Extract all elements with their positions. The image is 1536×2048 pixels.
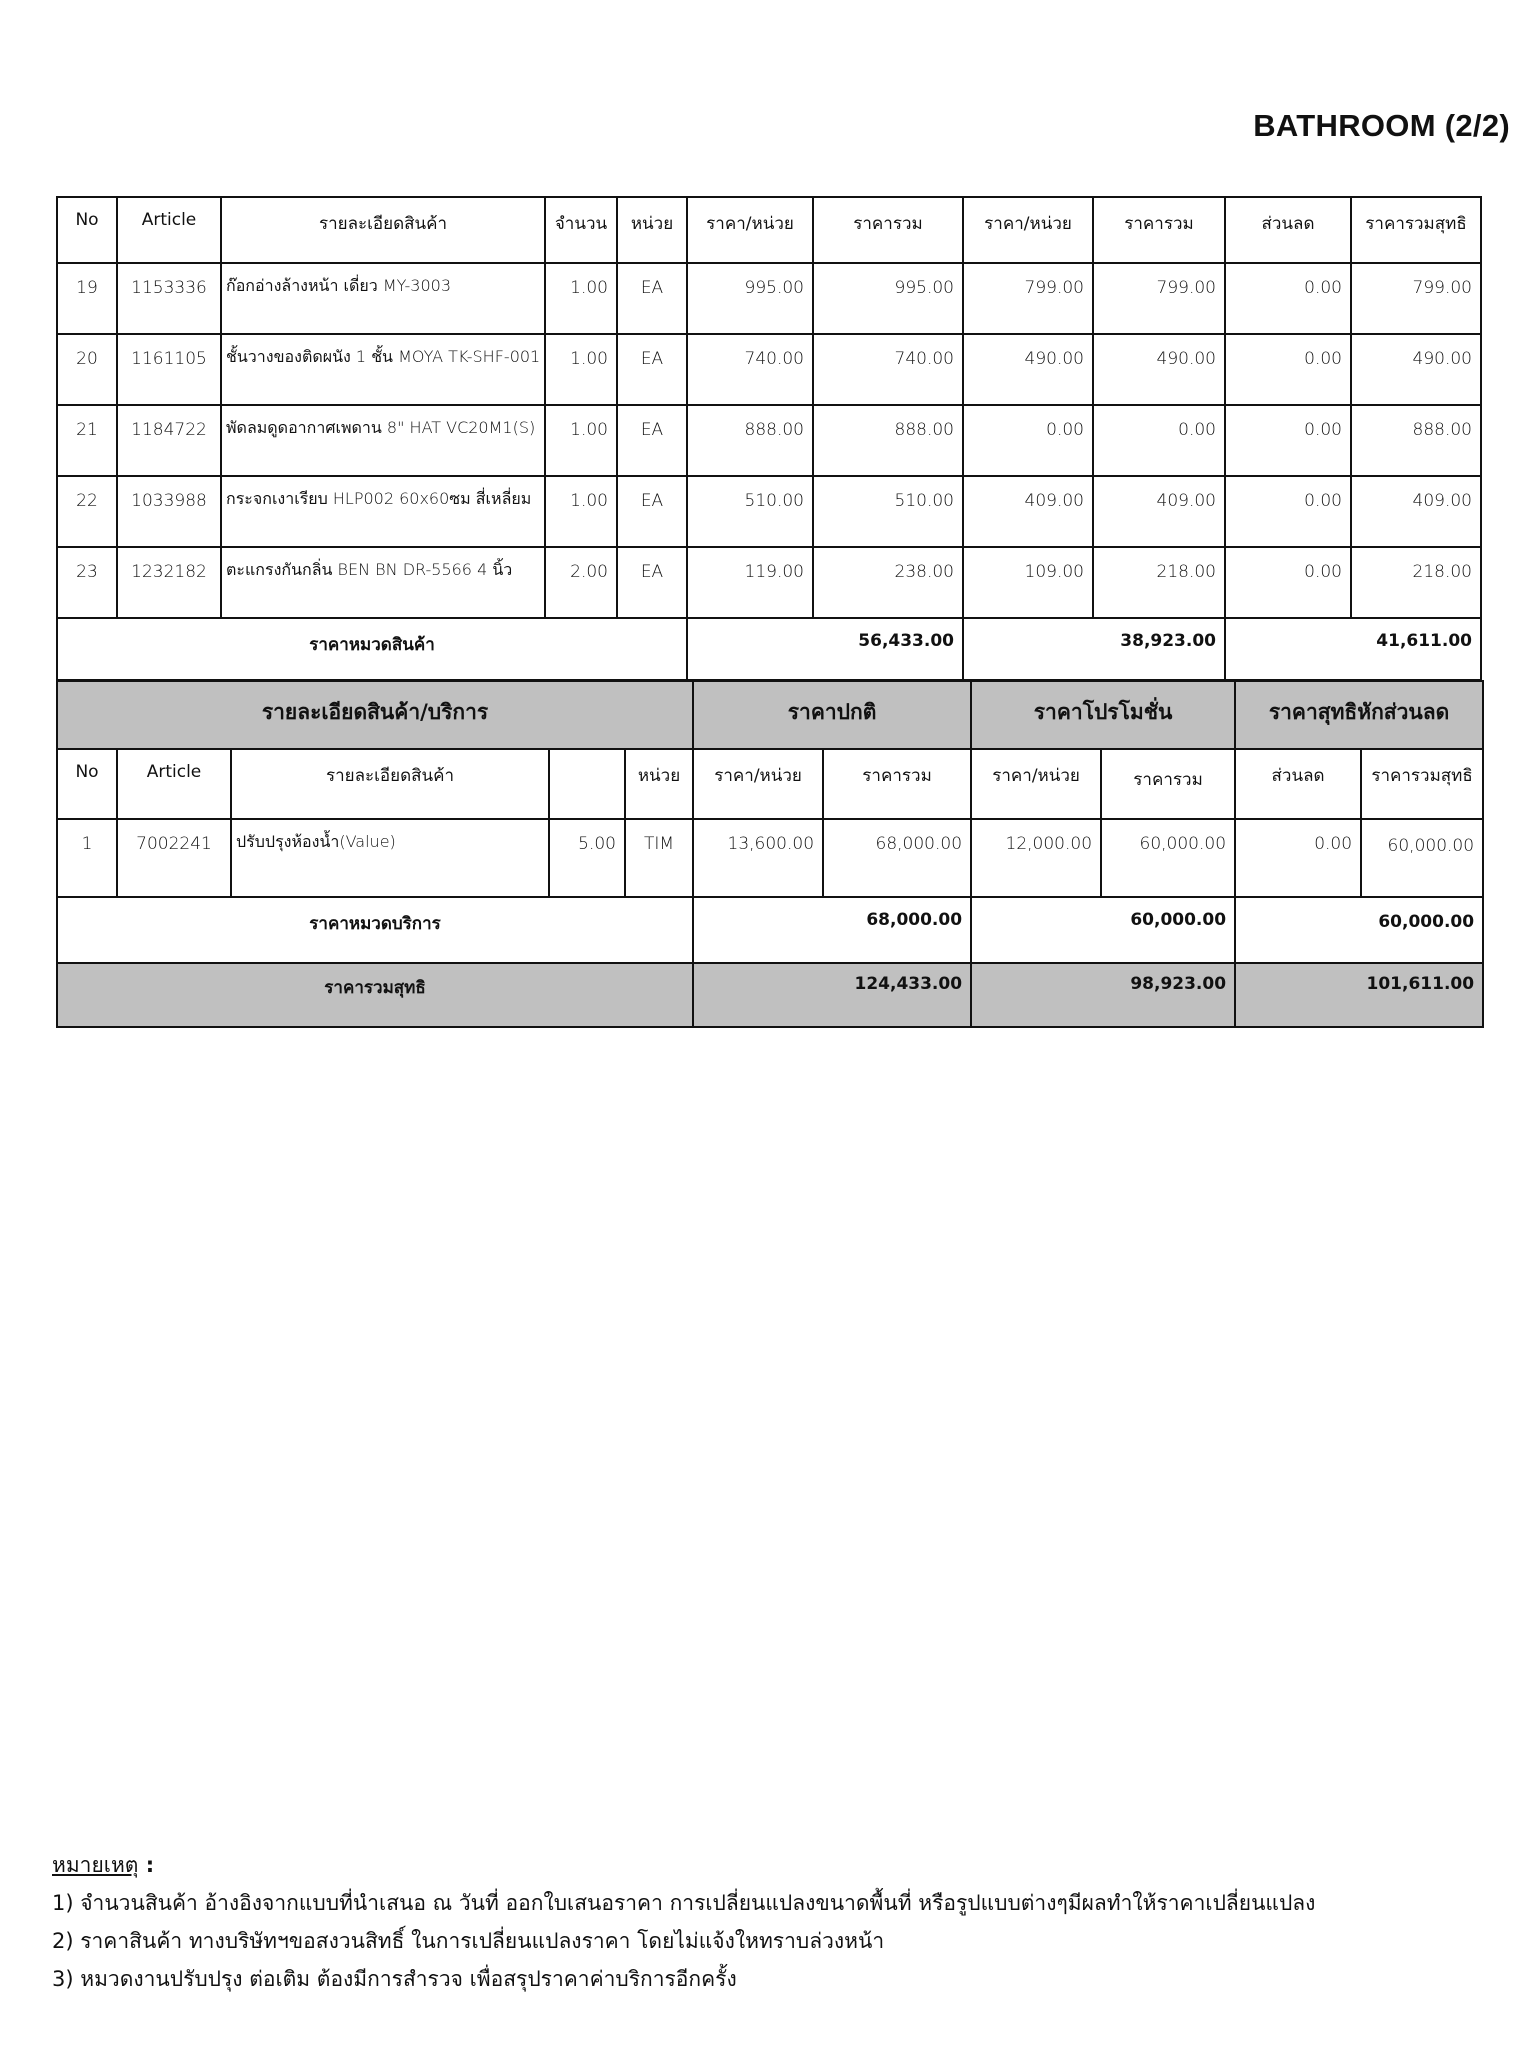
cell-promo-total: 490.00 bbox=[1093, 334, 1225, 405]
cell-qty: 5.00 bbox=[549, 819, 625, 897]
cell-normal-unit-price: 119.00 bbox=[687, 547, 813, 618]
cell-promo-unit-price: 799.00 bbox=[963, 263, 1093, 334]
cell-net-total: 799.00 bbox=[1351, 263, 1481, 334]
cell-net-total: 888.00 bbox=[1351, 405, 1481, 476]
cell-description: กระจกเงาเรียบ HLP002 60x60ซม สี่เหลี่ยม bbox=[221, 476, 545, 547]
section-header-promo-price: ราคาโปรโมชั่น bbox=[971, 681, 1235, 749]
cell-normal-total: 995.00 bbox=[813, 263, 963, 334]
cell-normal-total: 238.00 bbox=[813, 547, 963, 618]
cell-no: 1 bbox=[57, 819, 117, 897]
header-discount: ส่วนลด bbox=[1235, 749, 1361, 819]
cell-no: 19 bbox=[57, 263, 117, 334]
grand-total-label: ราคารวมสุทธิ bbox=[57, 963, 693, 1027]
header-normal-total: ราคารวม bbox=[813, 197, 963, 263]
header-no: No bbox=[57, 197, 117, 263]
cell-unit: EA bbox=[617, 405, 687, 476]
cell-normal-unit-price: 13,600.00 bbox=[693, 819, 823, 897]
cell-qty: 1.00 bbox=[545, 476, 617, 547]
cell-normal-total: 740.00 bbox=[813, 334, 963, 405]
services-subtotal-label: ราคาหมวดบริการ bbox=[57, 897, 693, 963]
header-article: Article bbox=[117, 197, 221, 263]
section-header-net-price: ราคาสุทธิหักส่วนลด bbox=[1235, 681, 1483, 749]
cell-discount: 0.00 bbox=[1235, 819, 1361, 897]
cell-net-total: 409.00 bbox=[1351, 476, 1481, 547]
cell-article: 1153336 bbox=[117, 263, 221, 334]
cell-normal-total: 888.00 bbox=[813, 405, 963, 476]
header-no: No bbox=[57, 749, 117, 819]
cell-net-total: 490.00 bbox=[1351, 334, 1481, 405]
header-unit: หน่วย bbox=[617, 197, 687, 263]
section-header-details: รายละเอียดสินค้า/บริการ bbox=[57, 681, 693, 749]
notes-heading bbox=[52, 1846, 1315, 1884]
cell-unit: EA bbox=[617, 476, 687, 547]
cell-promo-unit-price: 109.00 bbox=[963, 547, 1093, 618]
notes-section bbox=[52, 1846, 1315, 1998]
cell-article: 7002241 bbox=[117, 819, 231, 897]
table-row bbox=[57, 476, 1481, 547]
note-item: 1) จำนวนสินค้า อ้างอิงจากแบบที่นำเสนอ ณ วันที่ ออกใบเสนอราคา การเปลี่ยนแปลงขนาดพื้นที่ หรือรูปแบบต่างๆมีผลทำให้ราคาเปลี่ยนแปลง bbox=[52, 1891, 1316, 1915]
header-promo-unit-price: ราคา/หน่วย bbox=[963, 197, 1093, 263]
cell-normal-unit-price: 510.00 bbox=[687, 476, 813, 547]
cell-normal-unit-price: 888.00 bbox=[687, 405, 813, 476]
products-subtotal-label: ราคาหมวดสินค้า bbox=[57, 618, 687, 680]
header-promo-total: ราคารวม bbox=[1093, 197, 1225, 263]
cell-promo-unit-price: 490.00 bbox=[963, 334, 1093, 405]
table-row bbox=[57, 334, 1481, 405]
cell-unit: EA bbox=[617, 334, 687, 405]
header-promo-unit-price: ราคา/หน่วย bbox=[971, 749, 1101, 819]
header-normal-unit-price: ราคา/หน่วย bbox=[693, 749, 823, 819]
products-subtotal-row bbox=[57, 618, 1481, 680]
cell-qty: 1.00 bbox=[545, 334, 617, 405]
cell-description: ก๊อกอ่างล้างหน้า เดี่ยว MY-3003 bbox=[221, 263, 545, 334]
cell-description: ปรับปรุงห้องน้ำ(Value) bbox=[231, 819, 549, 897]
cell-net-total: 218.00 bbox=[1351, 547, 1481, 618]
cell-discount: 0.00 bbox=[1225, 476, 1351, 547]
cell-qty: 1.00 bbox=[545, 405, 617, 476]
header-qty: จำนวน bbox=[545, 197, 617, 263]
cell-article: 1033988 bbox=[117, 476, 221, 547]
cell-unit: TIM bbox=[625, 819, 693, 897]
header-normal-unit-price: ราคา/หน่วย bbox=[687, 197, 813, 263]
services-header-row bbox=[57, 749, 1483, 819]
header-normal-total: ราคารวม bbox=[823, 749, 971, 819]
services-subtotal-row bbox=[57, 897, 1483, 963]
cell-discount: 0.00 bbox=[1225, 263, 1351, 334]
cell-no: 20 bbox=[57, 334, 117, 405]
note-item: 3) หมวดงานปรับปรุง ต่อเติม ต้องมีการสำรวจ เพื่อสรุปราคาค่าบริการอีกครั้ง bbox=[52, 1967, 737, 1991]
cell-no: 21 bbox=[57, 405, 117, 476]
services-subtotal-normal: 68,000.00 bbox=[693, 897, 971, 963]
services-table bbox=[56, 680, 1484, 1028]
header-promo-total: ราคารวม bbox=[1101, 749, 1235, 819]
header-discount: ส่วนลด bbox=[1225, 197, 1351, 263]
cell-discount: 0.00 bbox=[1225, 405, 1351, 476]
cell-unit: EA bbox=[617, 547, 687, 618]
grand-total-normal: 124,433.00 bbox=[693, 963, 971, 1027]
cell-promo-unit-price: 0.00 bbox=[963, 405, 1093, 476]
note-item: 2) ราคาสินค้า ทางบริษัทฯขอสงวนสิทธิ์ ในการเปลี่ยนแปลงราคา โดยไม่แจ้งใหทราบล่วงหน้า bbox=[52, 1929, 885, 1953]
cell-discount: 0.00 bbox=[1225, 547, 1351, 618]
table-row bbox=[57, 819, 1483, 897]
services-subtotal-net: 60,000.00 bbox=[1235, 897, 1483, 963]
cell-article: 1161105 bbox=[117, 334, 221, 405]
cell-description: ตะแกรงกันกลิ่น BEN BN DR-5566 4 นิ้ว bbox=[221, 547, 545, 618]
header-description: รายละเอียดสินค้า bbox=[221, 197, 545, 263]
page-title: BATHROOM (2/2) bbox=[1253, 108, 1510, 143]
notes-title: หมายเหตุ bbox=[52, 1853, 139, 1877]
services-section-header-row bbox=[57, 681, 1483, 749]
section-header-normal-price: ราคาปกติ bbox=[693, 681, 971, 749]
products-subtotal-normal: 56,433.00 bbox=[687, 618, 963, 680]
table-row bbox=[57, 405, 1481, 476]
cell-qty: 2.00 bbox=[545, 547, 617, 618]
cell-article: 1232182 bbox=[117, 547, 221, 618]
products-subtotal-net: 41,611.00 bbox=[1225, 618, 1481, 680]
cell-description: ชั้นวางของติดผนัง 1 ชั้น MOYA TK-SHF-001 bbox=[221, 334, 545, 405]
cell-qty: 1.00 bbox=[545, 263, 617, 334]
cell-normal-total: 510.00 bbox=[813, 476, 963, 547]
header-article: Article bbox=[117, 749, 231, 819]
cell-promo-total: 60,000.00 bbox=[1101, 819, 1235, 897]
header-net-total: ราคารวมสุทธิ bbox=[1351, 197, 1481, 263]
header-unit: หน่วย bbox=[625, 749, 693, 819]
cell-promo-total: 0.00 bbox=[1093, 405, 1225, 476]
notes-colon: : bbox=[138, 1853, 155, 1877]
cell-promo-unit-price: 12,000.00 bbox=[971, 819, 1101, 897]
cell-normal-unit-price: 995.00 bbox=[687, 263, 813, 334]
products-subtotal-promo: 38,923.00 bbox=[963, 618, 1225, 680]
grand-total-promo: 98,923.00 bbox=[971, 963, 1235, 1027]
cell-no: 23 bbox=[57, 547, 117, 618]
cell-promo-total: 218.00 bbox=[1093, 547, 1225, 618]
header-net-total: ราคารวมสุทธิ bbox=[1361, 749, 1483, 819]
cell-promo-total: 799.00 bbox=[1093, 263, 1225, 334]
cell-net-total: 60,000.00 bbox=[1361, 819, 1483, 897]
cell-discount: 0.00 bbox=[1225, 334, 1351, 405]
products-header-row bbox=[57, 197, 1481, 263]
header-qty bbox=[549, 749, 625, 819]
cell-normal-unit-price: 740.00 bbox=[687, 334, 813, 405]
cell-description: พัดลมดูดอากาศเพดาน 8" HAT VC20M1(S) bbox=[221, 405, 545, 476]
services-subtotal-promo: 60,000.00 bbox=[971, 897, 1235, 963]
cell-unit: EA bbox=[617, 263, 687, 334]
grand-total-row bbox=[57, 963, 1483, 1027]
products-table bbox=[56, 196, 1482, 681]
cell-normal-total: 68,000.00 bbox=[823, 819, 971, 897]
header-description: รายละเอียดสินค้า bbox=[231, 749, 549, 819]
grand-total-net: 101,611.00 bbox=[1235, 963, 1483, 1027]
table-row bbox=[57, 263, 1481, 334]
cell-promo-unit-price: 409.00 bbox=[963, 476, 1093, 547]
cell-no: 22 bbox=[57, 476, 117, 547]
cell-article: 1184722 bbox=[117, 405, 221, 476]
table-row bbox=[57, 547, 1481, 618]
cell-promo-total: 409.00 bbox=[1093, 476, 1225, 547]
